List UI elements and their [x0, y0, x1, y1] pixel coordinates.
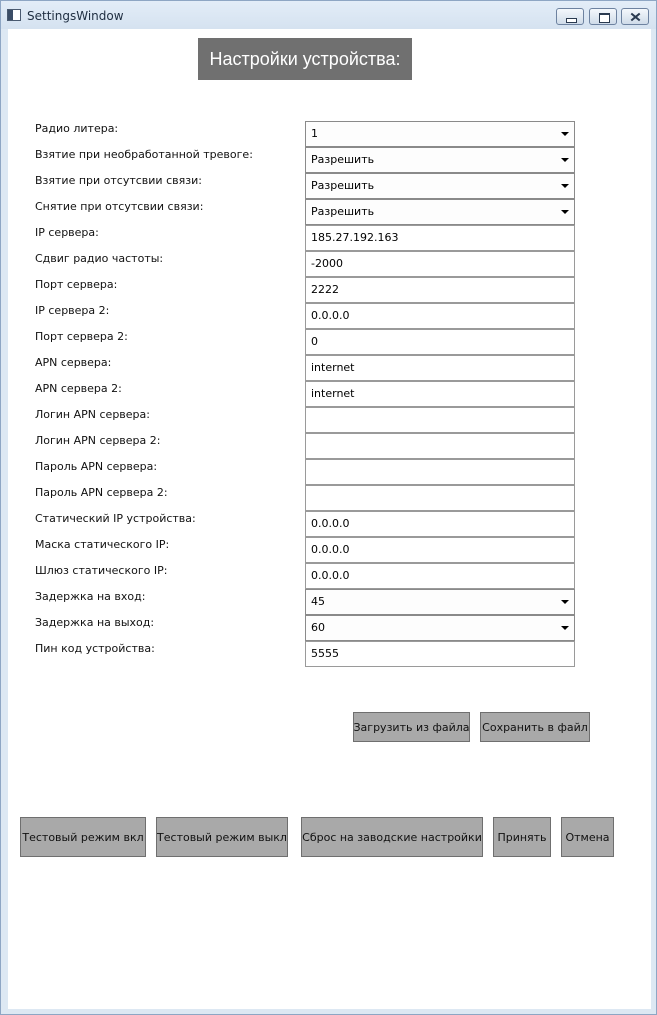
field-value: internet: [311, 387, 355, 400]
minimize-button[interactable]: [556, 8, 584, 25]
text-input[interactable]: [305, 277, 575, 303]
chevron-down-icon[interactable]: [561, 184, 569, 188]
field-label: Порт сервера 2:: [35, 330, 128, 343]
field-value: 185.27.192.163: [311, 231, 399, 244]
field-label: Порт сервера:: [35, 278, 118, 291]
test-mode-on-button[interactable]: Тестовый режим вкл: [20, 817, 146, 857]
window-title: SettingsWindow: [27, 9, 124, 23]
factory-reset-button[interactable]: Сброс на заводские настройки: [301, 817, 483, 857]
maximize-button[interactable]: [589, 8, 617, 25]
cancel-button[interactable]: Отмена: [561, 817, 614, 857]
apply-button[interactable]: Принять: [493, 817, 551, 857]
field-value: internet: [311, 361, 355, 374]
field-value: Разрешить: [311, 153, 375, 166]
field-label: APN сервера 2:: [35, 382, 122, 395]
field-value: 5555: [311, 647, 339, 660]
text-input[interactable]: [305, 641, 575, 667]
field-label: Взятие при необработанной тревоге:: [35, 148, 253, 161]
text-input[interactable]: [305, 433, 575, 459]
field-value: 60: [311, 621, 325, 634]
chevron-down-icon[interactable]: [561, 132, 569, 136]
text-input[interactable]: [305, 407, 575, 433]
dropdown-select[interactable]: [305, 615, 575, 641]
close-icon: [622, 9, 648, 24]
page-title: Настройки устройства:: [198, 38, 412, 80]
text-input[interactable]: [305, 511, 575, 537]
field-label: Задержка на выход:: [35, 616, 155, 629]
field-value: Разрешить: [311, 205, 375, 218]
field-label: Пин код устройства:: [35, 642, 155, 655]
field-label: Пароль APN сервера:: [35, 460, 158, 473]
text-input[interactable]: [305, 329, 575, 355]
dropdown-select[interactable]: [305, 589, 575, 615]
field-value: 0.0.0.0: [311, 569, 350, 582]
field-label: Статический IP устройства:: [35, 512, 196, 525]
title-bar[interactable]: [1, 1, 656, 29]
field-label: Маска статического IP:: [35, 538, 170, 551]
dropdown-select[interactable]: [305, 121, 575, 147]
test-mode-off-button[interactable]: Тестовый режим выкл: [156, 817, 288, 857]
field-label: APN сервера:: [35, 356, 112, 369]
text-input[interactable]: [305, 537, 575, 563]
field-value: 45: [311, 595, 325, 608]
maximize-icon: [590, 9, 616, 24]
field-label: Взятие при отсутсвии связи:: [35, 174, 202, 187]
field-label: Логин APN сервера:: [35, 408, 150, 421]
text-input[interactable]: [305, 459, 575, 485]
field-label: Задержка на вход:: [35, 590, 146, 603]
chevron-down-icon[interactable]: [561, 158, 569, 162]
text-input[interactable]: [305, 225, 575, 251]
dropdown-select[interactable]: [305, 147, 575, 173]
client-area: [8, 29, 651, 1009]
close-button[interactable]: [621, 8, 649, 25]
app-icon: [7, 9, 21, 21]
field-label: Радио литера:: [35, 122, 119, 135]
dropdown-select[interactable]: [305, 199, 575, 225]
chevron-down-icon[interactable]: [561, 210, 569, 214]
text-input[interactable]: [305, 563, 575, 589]
text-input[interactable]: [305, 355, 575, 381]
field-value: 2222: [311, 283, 339, 296]
chevron-down-icon[interactable]: [561, 626, 569, 630]
text-input[interactable]: [305, 381, 575, 407]
field-value: 0.0.0.0: [311, 543, 350, 556]
dropdown-select[interactable]: [305, 173, 575, 199]
field-label: Логин APN сервера 2:: [35, 434, 161, 447]
field-value: -2000: [311, 257, 343, 270]
field-label: Снятие при отсутсвии связи:: [35, 200, 204, 213]
text-input[interactable]: [305, 303, 575, 329]
save-to-file-button[interactable]: Сохранить в файл: [480, 712, 590, 742]
text-input[interactable]: [305, 251, 575, 277]
field-value: 0: [311, 335, 318, 348]
field-value: Разрешить: [311, 179, 375, 192]
text-input[interactable]: [305, 485, 575, 511]
field-label: Сдвиг радио частоты:: [35, 252, 164, 265]
field-value: 0.0.0.0: [311, 309, 350, 322]
field-value: 0.0.0.0: [311, 517, 350, 530]
field-label: IP сервера:: [35, 226, 99, 239]
load-from-file-button[interactable]: Загрузить из файла: [353, 712, 470, 742]
field-value: 1: [311, 127, 318, 140]
field-label: IP сервера 2:: [35, 304, 110, 317]
chevron-down-icon[interactable]: [561, 600, 569, 604]
field-label: Пароль APN сервера 2:: [35, 486, 168, 499]
field-label: Шлюз статического IP:: [35, 564, 168, 577]
minimize-icon: [557, 9, 583, 24]
